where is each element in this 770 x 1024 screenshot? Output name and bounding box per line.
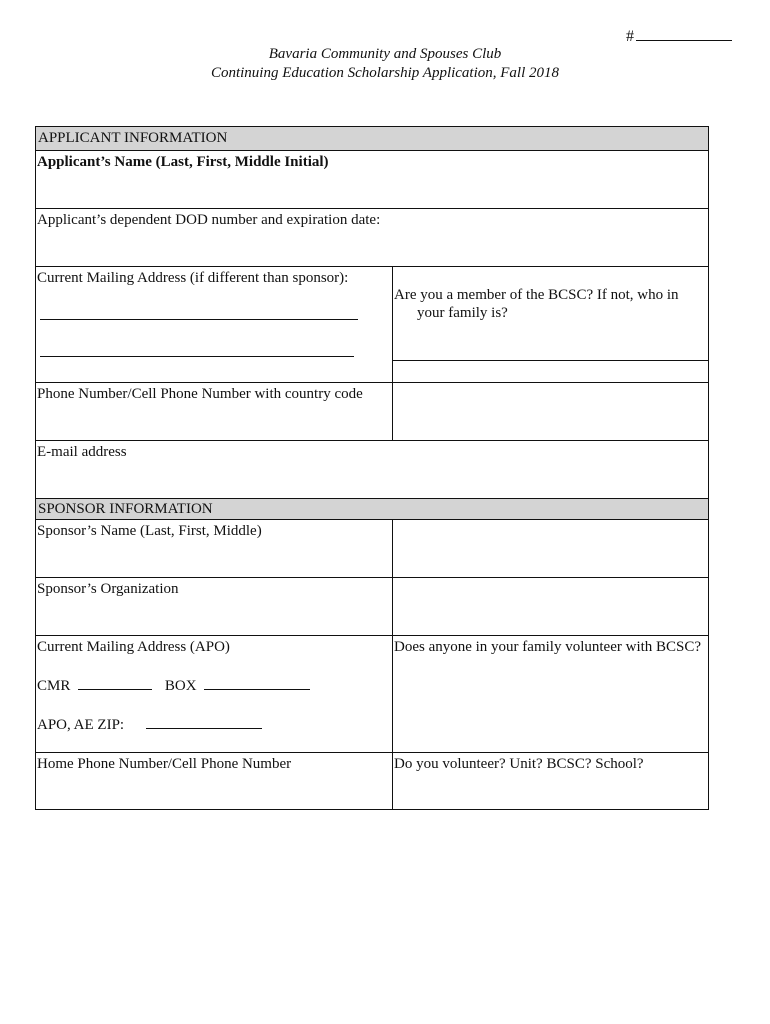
zip-row <box>37 714 391 734</box>
form-number-field[interactable] <box>636 26 732 41</box>
member-question-field[interactable] <box>392 266 709 361</box>
applicant-dod-field[interactable] <box>35 208 709 267</box>
form-title: Continuing Education Scholarship Application, Fall 2018 <box>210 65 560 81</box>
volunteer-question: Do you volunteer? Unit? BCSC? School? <box>394 756 644 772</box>
sponsor-org-field[interactable] <box>35 577 393 636</box>
sponsor-phone-field[interactable] <box>35 752 393 810</box>
applicant-address-label: Current Mailing Address (if different than sponsor): <box>37 270 349 286</box>
volunteer-field[interactable] <box>392 752 709 810</box>
applicant-address-field[interactable] <box>35 266 393 383</box>
address-line-2[interactable] <box>40 356 354 357</box>
sponsor-name-label: Sponsor’s Name (Last, First, Middle) <box>37 523 262 539</box>
applicant-phone-label: Phone Number/Cell Phone Number with country code <box>37 386 363 402</box>
sponsor-phone-label: Home Phone Number/Cell Phone Number <box>37 756 292 772</box>
zip-label: APO, AE ZIP: <box>37 717 125 733</box>
cmr-field[interactable] <box>78 675 152 690</box>
member-question-line2: your family is? <box>417 305 508 321</box>
box-label: BOX <box>164 678 197 694</box>
address-line-1[interactable] <box>40 319 358 320</box>
form-number <box>626 26 732 46</box>
applicant-name-label: Applicant’s Name (Last, First, Middle Initial) <box>37 154 329 170</box>
volunteer-family-field[interactable] <box>392 635 709 753</box>
sponsor-section-header: SPONSOR INFORMATION <box>35 498 709 520</box>
cmr-box-row <box>37 675 391 695</box>
applicant-dod-label: Applicant’s dependent DOD number and expiration date: <box>37 212 381 228</box>
applicant-phone-field[interactable] <box>35 382 393 441</box>
volunteer-family-question: Does anyone in your family volunteer with BCSC? <box>394 639 702 655</box>
zip-field[interactable] <box>146 714 262 729</box>
box-field[interactable] <box>204 675 310 690</box>
sponsor-address-field[interactable] <box>35 635 393 753</box>
sponsor-org-label: Sponsor’s Organization <box>37 581 179 597</box>
sponsor-name-field[interactable] <box>35 519 393 578</box>
cmr-label: CMR <box>37 678 71 694</box>
applicant-phone-answer[interactable] <box>392 382 709 441</box>
member-question-line1: Are you a member of the BCSC? If not, who in <box>394 287 679 303</box>
sponsor-name-answer[interactable] <box>392 519 709 578</box>
club-title: Bavaria Community and Spouses Club <box>268 46 502 62</box>
sponsor-address-label: Current Mailing Address (APO) <box>37 639 230 655</box>
form-number-label: # <box>626 28 634 45</box>
sponsor-org-answer[interactable] <box>392 577 709 636</box>
applicant-email-label: E-mail address <box>37 444 127 460</box>
applicant-name-field[interactable] <box>35 150 709 209</box>
applicant-section-header: APPLICANT INFORMATION <box>35 126 709 151</box>
member-answer-field[interactable] <box>392 360 709 383</box>
applicant-email-field[interactable] <box>35 440 709 499</box>
